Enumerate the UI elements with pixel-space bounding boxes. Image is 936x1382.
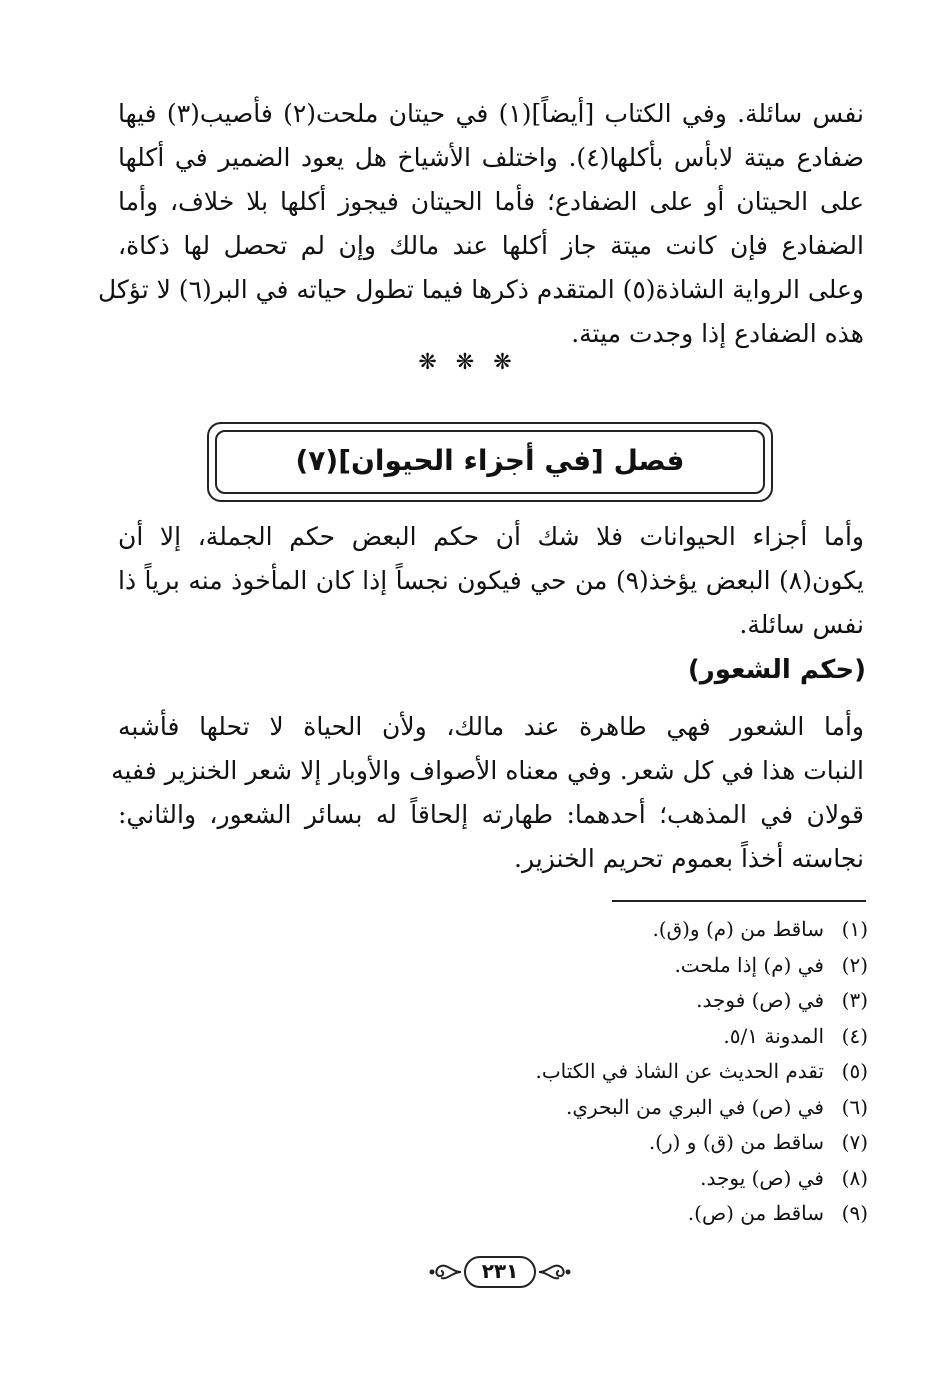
paragraph-hair [111, 705, 864, 881]
footnote-item [448, 1054, 868, 1090]
footnote-number: (٢) [841, 952, 868, 977]
footnote-number: (٨) [841, 1165, 868, 1190]
text-line: ضفادع ميتة لابأس بأكلها(٤). واختلف الأشياخ هل يعود الضمير في أكلها [118, 143, 865, 172]
footnote-item [448, 983, 868, 1019]
section-separator-stars: ❋ ❋ ❋ [418, 350, 518, 375]
text-line: هذه الضفادع إذا وجدت ميتة. [571, 319, 864, 348]
section-heading: فصل [في أجزاء الحيوان](٧) [295, 444, 685, 477]
footnote-text: ساقط من (ق) و (ر). [648, 1130, 824, 1154]
text-line: يكون(٨) البعض يؤخذ(٩) من حي فيكون نجساً إذا كان المأخوذ منه برياً ذا [118, 566, 864, 595]
text-line: النبات هذا في كل شعر. وفي معناه الأصواف والأوبار إلا شعر الخنزير ففيه [111, 756, 864, 785]
section-heading-frame [207, 422, 773, 502]
text-line: نجاسته أخذاً بعموم تحريم الخنزير. [514, 844, 864, 873]
paragraph-animal-parts [118, 515, 864, 647]
footnote-divider [612, 900, 866, 902]
footnote-number: (٩) [841, 1201, 868, 1225]
footnote-item [448, 912, 868, 948]
footnote-number: (٣) [841, 988, 868, 1012]
text-line: نفس سائلة. وفي الكتاب [أيضاً](١) في حيتان ملحت(٢) فأصيب(٣) فيها [118, 99, 865, 128]
footnote-item [448, 948, 868, 984]
footnote-item [448, 1090, 868, 1126]
subheading-hair-ruling: (حكم الشعور) [687, 655, 866, 685]
paragraph-frogs [97, 92, 865, 356]
text-line: وعلى الرواية الشاذة(٥) المتقدم ذكرها فيما تطول حياته في البر(٦) لا تؤكل [97, 275, 864, 304]
ornament-left-icon [428, 1260, 462, 1284]
footnotes-list [448, 912, 868, 1232]
footnote-item [448, 1125, 868, 1161]
text-line: على الحيتان أو على الضفادع؛ فأما الحيتان فيجوز أكلها بلا خلاف، وأما [118, 187, 864, 216]
footnote-number: (٧) [841, 1130, 868, 1154]
page-number: ٢٣١ [481, 1259, 519, 1283]
footnote-text: في (ص) يوجد. [700, 1165, 824, 1190]
footnote-number: (٤) [841, 1023, 868, 1048]
footnote-number: (١) [841, 917, 868, 941]
page-number-ornament [428, 1252, 572, 1292]
text-line: وأما أجزاء الحيوانات فلا شك أن حكم البعض حكم الجملة، إلا أن [118, 522, 864, 551]
footnote-text: تقدم الحديث عن الشاذ في الكتاب. [535, 1059, 824, 1083]
footnote-text: ساقط من (م) و(ق). [652, 917, 824, 941]
text-line: وأما الشعور فهي طاهرة عند مالك، ولأن الحياة لا تحلها فأشبه [118, 712, 864, 741]
footnote-text: المدونة ٥/١. [723, 1023, 824, 1048]
footnote-item [448, 1196, 868, 1232]
text-line: قولان في المذهب؛ أحدهما: طهارته إلحاقاً له بسائر الشعور، والثاني: [118, 800, 864, 829]
footnote-item [448, 1161, 868, 1197]
footnote-text: ساقط من (ص). [687, 1201, 824, 1225]
footnote-number: (٦) [841, 1094, 868, 1119]
footnote-text: في (م) إذا ملحت. [674, 952, 824, 977]
footnote-text: في (ص) في البري من البحري. [566, 1094, 824, 1119]
text-line: الضفادع فإن كانت ميتة جاز أكلها عند مالك وإن لم تحصل لها ذكاة، [118, 231, 864, 260]
footnote-item [448, 1019, 868, 1055]
text-line: نفس سائلة. [739, 610, 864, 639]
ornament-right-icon [538, 1260, 572, 1284]
footnote-number: (٥) [841, 1059, 868, 1083]
footnote-text: في (ص) فوجد. [696, 988, 824, 1012]
